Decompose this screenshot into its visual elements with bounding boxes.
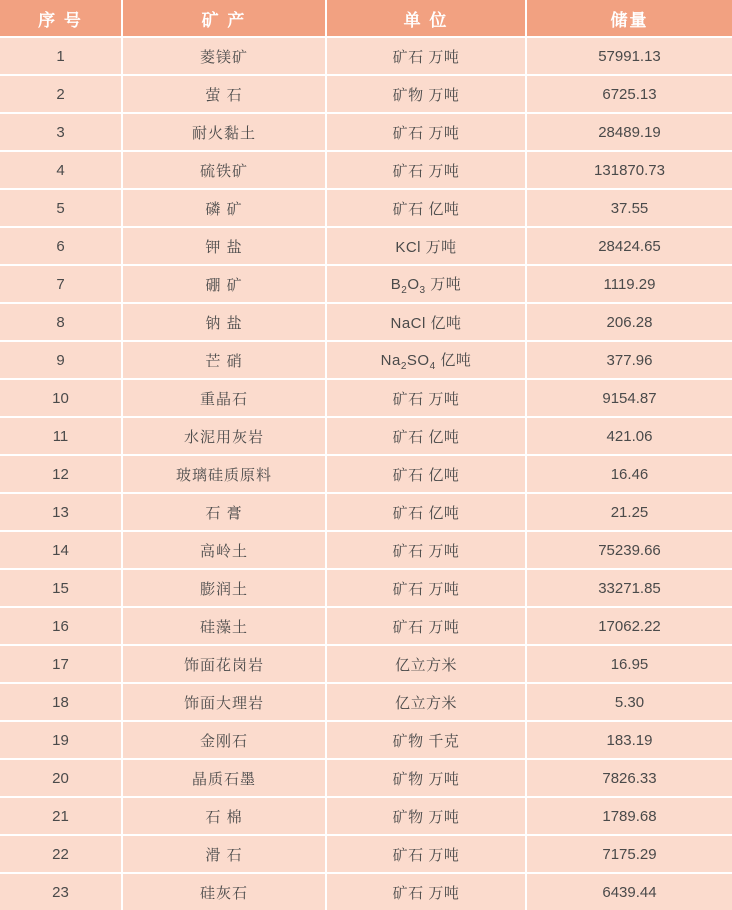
table-row (0, 531, 732, 569)
cell-mineral-name: 饰面大理岩 (122, 683, 326, 721)
table-row (0, 759, 732, 797)
cell-unit: 矿石 万吨 (326, 37, 526, 75)
cell-mineral-name: 硅灰石 (122, 873, 326, 910)
cell-unit: 矿石 万吨 (326, 379, 526, 417)
cell-mineral-name: 水泥用灰岩 (122, 417, 326, 455)
column-header-unit: 单 位 (326, 0, 526, 37)
cell-unit: 矿石 万吨 (326, 151, 526, 189)
cell-mineral-name: 磷 矿 (122, 189, 326, 227)
table-body (0, 37, 732, 910)
cell-reserve-value: 16.46 (526, 455, 732, 493)
cell-mineral-name: 芒 硝 (122, 341, 326, 379)
cell-index: 22 (0, 835, 122, 873)
cell-reserve-value: 5.30 (526, 683, 732, 721)
cell-index: 21 (0, 797, 122, 835)
cell-unit: 矿石 万吨 (326, 569, 526, 607)
cell-index: 19 (0, 721, 122, 759)
cell-reserve-value: 37.55 (526, 189, 732, 227)
cell-reserve-value: 131870.73 (526, 151, 732, 189)
table-row (0, 797, 732, 835)
cell-mineral-name: 玻璃硅质原料 (122, 455, 326, 493)
cell-mineral-name: 饰面花岗岩 (122, 645, 326, 683)
table-row (0, 37, 732, 75)
table-row (0, 113, 732, 151)
cell-unit: 矿石 万吨 (326, 835, 526, 873)
cell-mineral-name: 菱镁矿 (122, 37, 326, 75)
cell-reserve-value: 1119.29 (526, 265, 732, 303)
cell-reserve-value: 57991.13 (526, 37, 732, 75)
cell-reserve-value: 28424.65 (526, 227, 732, 265)
cell-index: 8 (0, 303, 122, 341)
cell-mineral-name: 萤 石 (122, 75, 326, 113)
cell-mineral-name: 高岭土 (122, 531, 326, 569)
cell-index: 20 (0, 759, 122, 797)
cell-mineral-name: 石 膏 (122, 493, 326, 531)
cell-reserve-value: 6725.13 (526, 75, 732, 113)
cell-index: 7 (0, 265, 122, 303)
cell-reserve-value: 377.96 (526, 341, 732, 379)
cell-unit: 矿石 万吨 (326, 113, 526, 151)
cell-unit: 矿物 万吨 (326, 759, 526, 797)
table-row (0, 151, 732, 189)
cell-index: 14 (0, 531, 122, 569)
table-row (0, 569, 732, 607)
cell-reserve-value: 421.06 (526, 417, 732, 455)
cell-mineral-name: 重晶石 (122, 379, 326, 417)
cell-unit: 矿物 万吨 (326, 75, 526, 113)
table-row (0, 227, 732, 265)
cell-unit: $Na_2SO_4$ 亿吨 (326, 341, 526, 379)
cell-unit: 矿石 亿吨 (326, 493, 526, 531)
cell-index: 5 (0, 189, 122, 227)
cell-unit: 矿物 万吨 (326, 797, 526, 835)
table-row (0, 683, 732, 721)
cell-reserve-value: 28489.19 (526, 113, 732, 151)
column-header-index: 序 号 (0, 0, 122, 37)
cell-unit: KCl 万吨 (326, 227, 526, 265)
cell-mineral-name: 晶质石墨 (122, 759, 326, 797)
cell-mineral-name: 石 棉 (122, 797, 326, 835)
table-row (0, 75, 732, 113)
table-header (0, 0, 732, 37)
cell-unit: 矿石 万吨 (326, 531, 526, 569)
cell-reserve-value: 9154.87 (526, 379, 732, 417)
cell-reserve-value: 33271.85 (526, 569, 732, 607)
cell-index: 10 (0, 379, 122, 417)
cell-unit: 亿立方米 (326, 645, 526, 683)
column-header-mineral: 矿 产 (122, 0, 326, 37)
table-row (0, 645, 732, 683)
cell-index: 18 (0, 683, 122, 721)
cell-mineral-name: 滑 石 (122, 835, 326, 873)
cell-mineral-name: 硼 矿 (122, 265, 326, 303)
table-row (0, 303, 732, 341)
cell-reserve-value: 7175.29 (526, 835, 732, 873)
cell-index: 4 (0, 151, 122, 189)
table-row (0, 379, 732, 417)
cell-mineral-name: 耐火黏土 (122, 113, 326, 151)
table-row (0, 265, 732, 303)
cell-index: 1 (0, 37, 122, 75)
cell-unit: 矿石 亿吨 (326, 417, 526, 455)
cell-reserve-value: 6439.44 (526, 873, 732, 910)
table-row (0, 607, 732, 645)
cell-reserve-value: 16.95 (526, 645, 732, 683)
cell-index: 23 (0, 873, 122, 910)
table-row (0, 455, 732, 493)
table-row (0, 873, 732, 910)
cell-unit: 矿物 千克 (326, 721, 526, 759)
cell-unit: 矿石 万吨 (326, 607, 526, 645)
table-row (0, 835, 732, 873)
cell-mineral-name: 硫铁矿 (122, 151, 326, 189)
cell-reserve-value: 183.19 (526, 721, 732, 759)
cell-index: 6 (0, 227, 122, 265)
cell-index: 17 (0, 645, 122, 683)
cell-mineral-name: 硅藻土 (122, 607, 326, 645)
table-row (0, 721, 732, 759)
cell-index: 2 (0, 75, 122, 113)
cell-reserve-value: 7826.33 (526, 759, 732, 797)
table-row (0, 341, 732, 379)
cell-unit: $B_2O_3$ 万吨 (326, 265, 526, 303)
cell-index: 12 (0, 455, 122, 493)
cell-mineral-name: 膨润土 (122, 569, 326, 607)
cell-index: 15 (0, 569, 122, 607)
cell-mineral-name: 钾 盐 (122, 227, 326, 265)
cell-reserve-value: 1789.68 (526, 797, 732, 835)
cell-unit: 亿立方米 (326, 683, 526, 721)
cell-reserve-value: 206.28 (526, 303, 732, 341)
cell-index: 9 (0, 341, 122, 379)
cell-index: 11 (0, 417, 122, 455)
cell-reserve-value: 75239.66 (526, 531, 732, 569)
cell-unit: NaCl 亿吨 (326, 303, 526, 341)
table-row (0, 417, 732, 455)
cell-unit: 矿石 万吨 (326, 873, 526, 910)
cell-reserve-value: 21.25 (526, 493, 732, 531)
table-row (0, 189, 732, 227)
cell-index: 3 (0, 113, 122, 151)
cell-index: 16 (0, 607, 122, 645)
cell-unit: 矿石 亿吨 (326, 189, 526, 227)
table-header-row (0, 0, 732, 37)
cell-reserve-value: 17062.22 (526, 607, 732, 645)
cell-index: 13 (0, 493, 122, 531)
cell-mineral-name: 金刚石 (122, 721, 326, 759)
column-header-reserve: 储量 (526, 0, 732, 37)
cell-mineral-name: 钠 盐 (122, 303, 326, 341)
table-row (0, 493, 732, 531)
cell-unit: 矿石 亿吨 (326, 455, 526, 493)
